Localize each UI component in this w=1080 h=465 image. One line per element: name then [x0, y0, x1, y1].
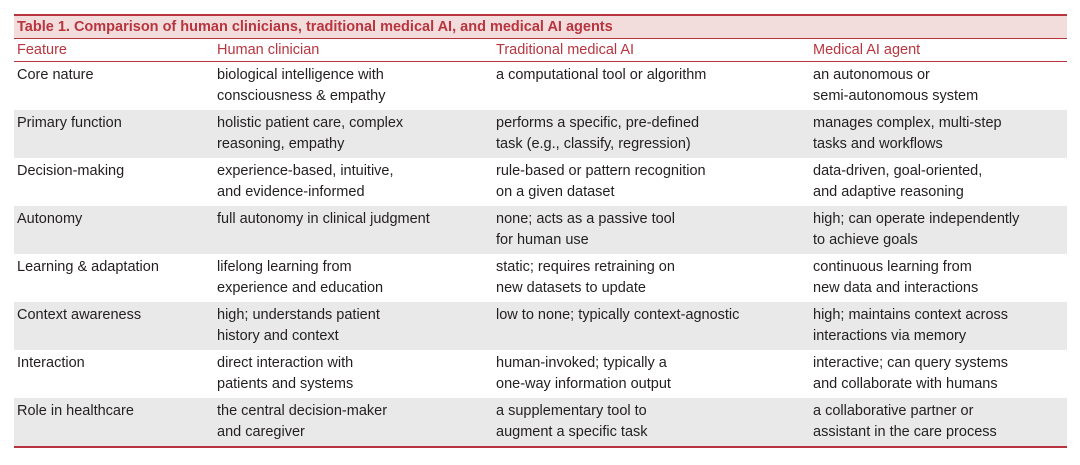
- feature-cell: Interaction: [17, 355, 85, 371]
- feature-cell: Learning & adaptation: [17, 259, 159, 275]
- cell-line: and evidence-informed: [217, 184, 365, 200]
- comparison-table: [14, 14, 1067, 448]
- feature-cell: Core nature: [17, 67, 94, 83]
- human-cell: [214, 398, 493, 447]
- cell-line: history and context: [217, 328, 339, 344]
- agent-cell: [810, 62, 1067, 111]
- cell-line: an autonomous or: [813, 67, 930, 83]
- cell-line: continuous learning from: [813, 259, 972, 275]
- cell-line: consciousness & empathy: [217, 88, 386, 104]
- cell-line: high; maintains context across: [813, 307, 1009, 323]
- table-row: [14, 398, 1067, 447]
- human-cell: [214, 302, 493, 350]
- cell-line: low to none; typically context-agnostic: [496, 307, 740, 323]
- cell-line: none; acts as a passive tool: [496, 211, 675, 227]
- cell-line: manages complex, multi-step: [813, 115, 1002, 131]
- cell-line: data-driven, goal-oriented,: [813, 163, 983, 179]
- cell-line: new datasets to update: [496, 280, 646, 296]
- human-cell: [214, 62, 493, 111]
- cell-line: reasoning, empathy: [217, 136, 345, 152]
- cell-line: lifelong learning from: [217, 259, 352, 275]
- cell-line: to achieve goals: [813, 232, 918, 248]
- cell-line: new data and interactions: [813, 280, 979, 296]
- cell-line: full autonomy in clinical judgment: [217, 211, 430, 227]
- human-cell: [214, 158, 493, 206]
- table-row: [14, 62, 1067, 111]
- human-cell: [214, 110, 493, 158]
- agent-cell: [810, 158, 1067, 206]
- feature-cell: Decision-making: [17, 163, 125, 179]
- agent-cell: [810, 254, 1067, 302]
- cell-line: and collaborate with humans: [813, 376, 998, 392]
- cell-line: a supplementary tool to: [496, 403, 647, 419]
- cell-line: experience and education: [217, 280, 384, 296]
- cell-line: a computational tool or algorithm: [496, 67, 707, 83]
- cell-line: the central decision-maker: [217, 403, 388, 419]
- traditional-cell: [493, 110, 810, 158]
- cell-line: interactions via memory: [813, 328, 967, 344]
- table-row: [14, 158, 1067, 206]
- cell-line: human-invoked; typically a: [496, 355, 667, 371]
- cell-line: and caregiver: [217, 424, 305, 440]
- cell-line: experience-based, intuitive,: [217, 163, 394, 179]
- traditional-cell: [493, 398, 810, 447]
- cell-line: high; can operate independently: [813, 211, 1020, 227]
- feature-cell: Context awareness: [14, 302, 214, 350]
- cell-line: performs a specific, pre-defined: [496, 115, 700, 131]
- cell-line: augment a specific task: [496, 424, 648, 440]
- cell-line: on a given dataset: [496, 184, 615, 200]
- cell-line: tasks and workflows: [813, 136, 943, 152]
- cell-line: biological intelligence with: [217, 67, 384, 83]
- cell-line: holistic patient care, complex: [217, 115, 404, 131]
- cell-line: patients and systems: [217, 376, 354, 392]
- table-row: [14, 254, 1067, 302]
- agent-cell: [810, 350, 1067, 398]
- cell-line: direct interaction with: [217, 355, 354, 371]
- table-row: [14, 110, 1067, 158]
- agent-cell: [810, 110, 1067, 158]
- feature-cell: Autonomy: [14, 206, 214, 254]
- cell-line: task (e.g., classify, regression): [496, 136, 691, 152]
- table-title: Table 1. Comparison of human clinicians, traditional medical AI, and medical AI agents: [14, 14, 1067, 38]
- header-human-clinician: Human clinician: [214, 39, 493, 62]
- table-grid: [14, 38, 1067, 448]
- agent-cell: [810, 302, 1067, 350]
- traditional-cell: [493, 254, 810, 302]
- cell-line: for human use: [496, 232, 589, 248]
- cell-line: and adaptive reasoning: [813, 184, 964, 200]
- header-ai-agent: Medical AI agent: [810, 39, 1067, 62]
- feature-cell: Primary function: [14, 110, 214, 158]
- agent-cell: [810, 398, 1067, 447]
- cell-line: high; understands patient: [217, 307, 380, 323]
- table-row: [14, 350, 1067, 398]
- cell-line: interactive; can query systems: [813, 355, 1009, 371]
- cell-line: a collaborative partner or: [813, 403, 974, 419]
- traditional-cell: [493, 62, 810, 111]
- cell-line: static; requires retraining on: [496, 259, 675, 275]
- cell-line: assistant in the care process: [813, 424, 997, 440]
- feature-cell: Role in healthcare: [14, 398, 214, 447]
- traditional-cell: [493, 206, 810, 254]
- table-row: [14, 302, 1067, 350]
- traditional-cell: [493, 350, 810, 398]
- header-feature: Feature: [14, 39, 214, 62]
- traditional-cell: [493, 302, 810, 350]
- agent-cell: [810, 206, 1067, 254]
- human-cell: [214, 206, 493, 254]
- cell-line: one-way information output: [496, 376, 671, 392]
- traditional-cell: [493, 158, 810, 206]
- cell-line: rule-based or pattern recognition: [496, 163, 706, 179]
- human-cell: [214, 254, 493, 302]
- human-cell: [214, 350, 493, 398]
- cell-line: semi-autonomous system: [813, 88, 979, 104]
- table-row: [14, 206, 1067, 254]
- header-traditional-ai: Traditional medical AI: [493, 39, 810, 62]
- header-row: [14, 39, 1067, 62]
